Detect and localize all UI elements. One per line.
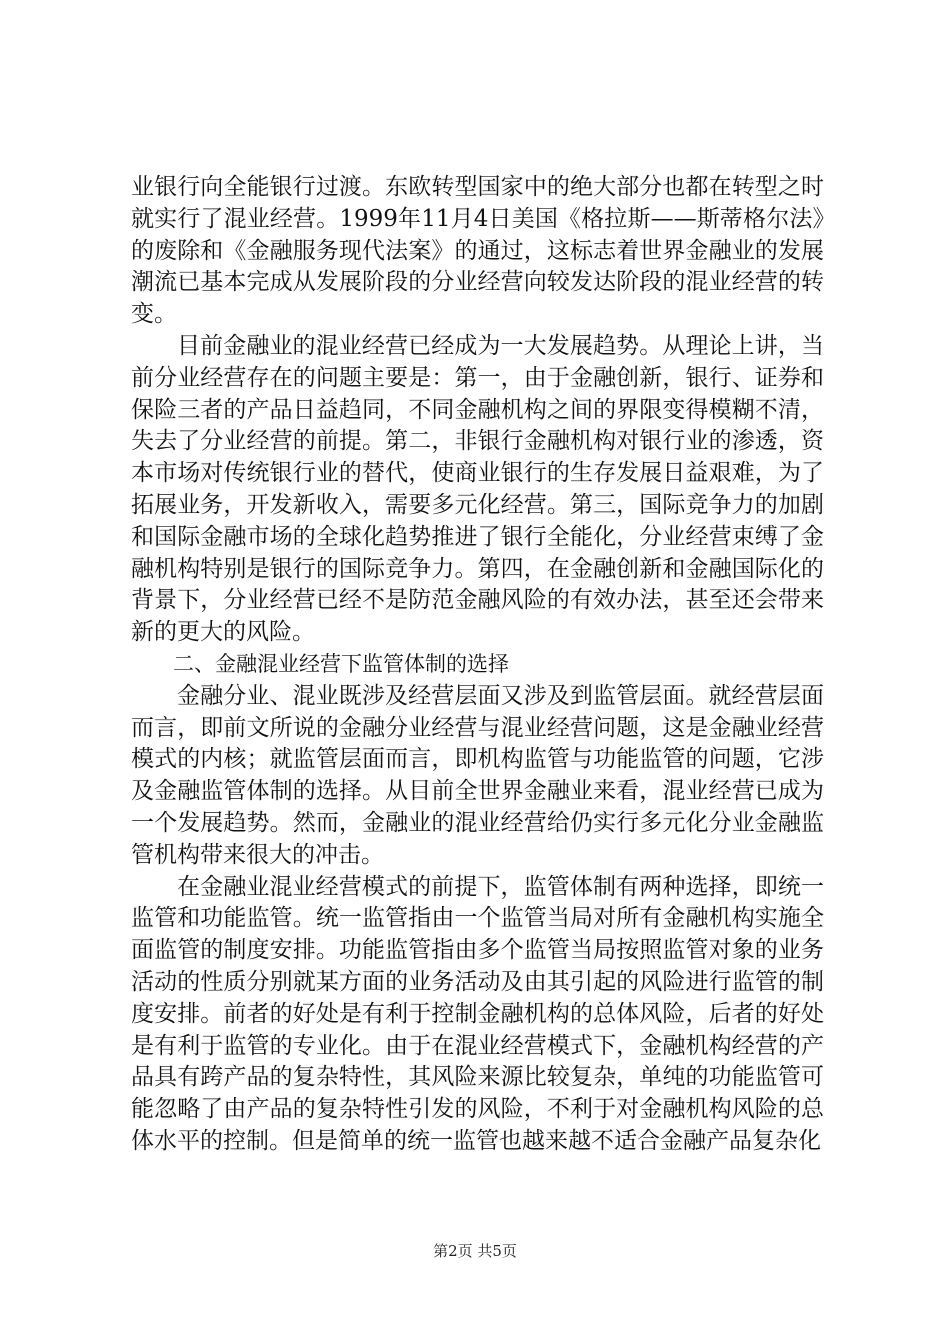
page-number-footer: 第2页 共5页 [433, 1242, 517, 1260]
paragraph-regulation-levels: 金融分业、混业既涉及经营层面又涉及到监管层面。就经营层面而言，即前文所说的金融分业经营与混业经营问题，这是金融业经营模式的内核；就监管层面而言，即机构监管与功能监管的问题，它涉及金融监管体制的选择。从目前全世界金融业来看，混业经营已成为一个发展趋势。然而，金融业的混业经营给仍实行多元化分业金融监管机构带来很大的冲击。 [131, 682, 824, 868]
paragraph-continued: 业银行向全能银行过渡。东欧转型国家中的绝大部分也都在转型之时就实行了混业经营。1999年11月4日美国《格拉斯——斯蒂格尔法》的废除和《金融服务现代法案》的通过，这标志着世界金融业的发展潮流已基本完成从发展阶段的分业经营向较发达阶段的混业经营的转变。 [131, 174, 824, 328]
section-heading: 二、金融混业经营下监管体制的选择 [173, 651, 509, 676]
paragraph-regulation-choice: 在金融业混业经营模式的前提下，监管体制有两种选择，即统一监管和功能监管。统一监管指由一个监管当局对所有金融机构实施全面监管的制度安排。功能监管指由多个监管当局按照监管对象的业务活动的性质分别就某方面的业务活动及由其引起的风险进行监管的制度安排。前者的好处是有利于控制金融机构的总体风险，后者的好处是有利于监管的专业化。由于在混业经营模式下，金融机构经营的产品具有跨产品的复杂特性，其风险来源比较复杂，单纯的功能监管可能忽略了由产品的复杂特性引发的风险，不利于对金融机构风险的总体水平的控制。但是简单的统一监管也越来越不适合金融产品复杂化 [131, 873, 824, 1154]
document-body [131, 172, 824, 1158]
paragraph-trend: 目前金融业的混业经营已经成为一大发展趋势。从理论上讲，当前分业经营存在的问题主要是：第一，由于金融创新，银行、证券和保险三者的产品日益趋同，不同金融机构之间的界限变得模糊不清，失去了分业经营的前提。第二，非银行金融机构对银行业的渗透，资本市场对传统银行业的替代，使商业银行的生存发展日益艰难，为了拓展业务，开发新收入，需要多元化经营。第三，国际竞争力的加剧和国际金融市场的全球化趋势推进了银行全能化，分业经营束缚了金融机构特别是银行的国际竞争力。第四，在金融创新和金融国际化的背景下，分业经营已经不是防范金融风险的有效办法，甚至还会带来新的更大的风险。 [131, 332, 824, 646]
